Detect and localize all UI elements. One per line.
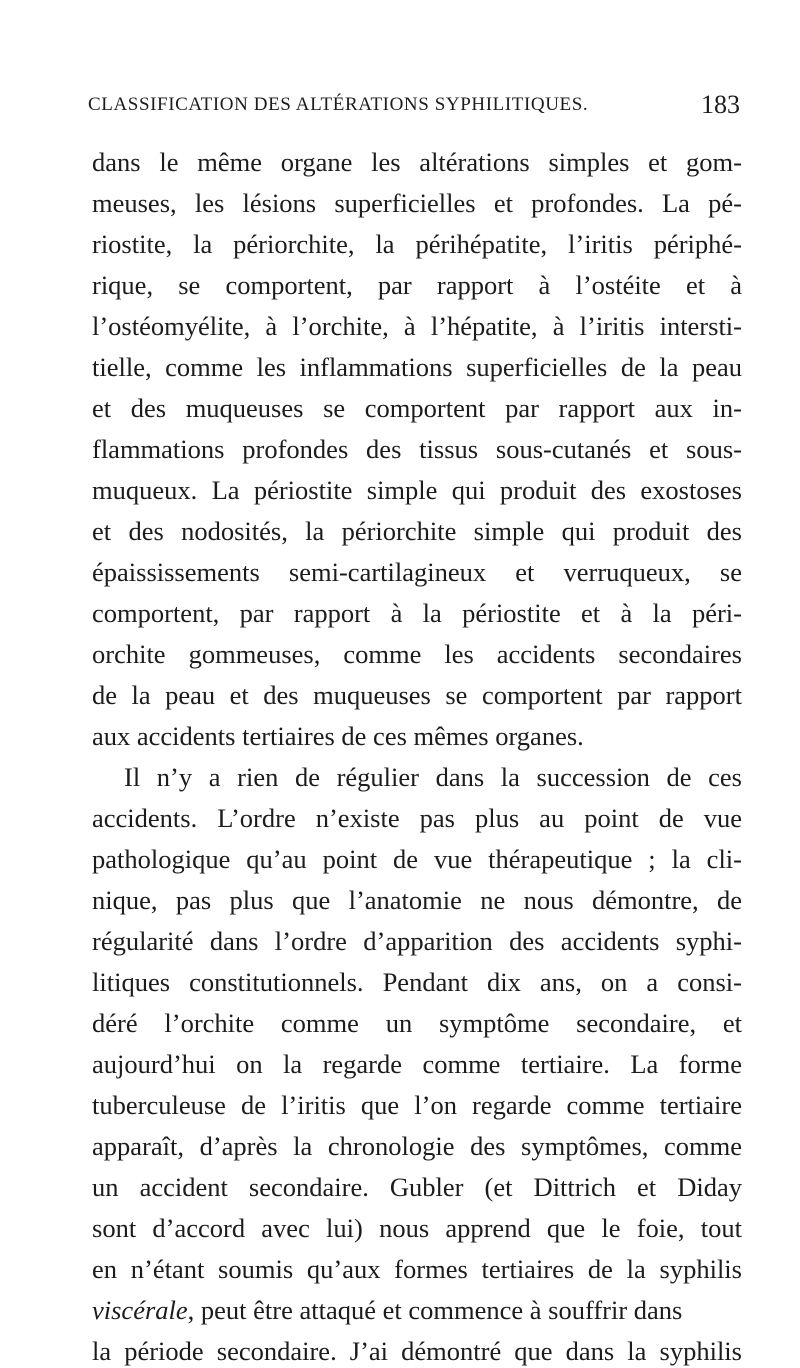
- text-line: aux accidents tertiaires de ces mêmes organes.: [92, 721, 584, 751]
- text-line: tielle, comme les inflammations superficielles de la peau: [92, 352, 742, 382]
- text-line: l’ostéomyélite, à l’orchite, à l’hépatite, à l’iritis intersti-: [92, 311, 742, 341]
- text-line: meuses, les lésions superficielles et profondes. La pé-: [92, 188, 742, 218]
- page-header: [88, 90, 740, 122]
- text-line-with-italic: [92, 1293, 742, 1327]
- page-number: 183: [701, 90, 740, 119]
- text-line: de la peau et des muqueuses se comportent par rapport: [92, 680, 742, 710]
- text-line: apparaît, d’après la chronologie des symptômes, comme: [92, 1131, 742, 1161]
- text-line: comportent, par rapport à la périostite et à la péri-: [92, 598, 742, 628]
- text-line: dans le même organe les altérations simples et gom-: [92, 147, 742, 177]
- text-line: litiques constitutionnels. Pendant dix ans, on a consi-: [92, 967, 742, 997]
- text-line: orchite gommeuses, comme les accidents secondaires: [92, 639, 742, 669]
- text-fragment: , peut être attaqué et commence à souffrir dans: [187, 1295, 683, 1325]
- text-line: muqueux. La périostite simple qui produit des exostoses: [92, 475, 742, 505]
- text-line: régularité dans l’ordre d’apparition des accidents syphi-: [92, 926, 742, 956]
- text-line: un accident secondaire. Gubler (et Dittrich et Diday: [92, 1172, 742, 1202]
- running-head: CLASSIFICATION DES ALTÉRATIONS SYPHILITIQUES.: [88, 94, 589, 115]
- text-line: sont d’accord avec lui) nous apprend que le foie, tout: [92, 1213, 742, 1243]
- text-line: accidents. L’ordre n’existe pas plus au point de vue: [92, 803, 742, 833]
- text-line: pathologique qu’au point de vue thérapeutique ; la cli-: [92, 844, 742, 874]
- text-line: nique, pas plus que l’anatomie ne nous démontre, de: [92, 885, 742, 915]
- text-line: flammations profondes des tissus sous-cutanés et sous-: [92, 434, 742, 464]
- text-line: riostite, la périorchite, la périhépatite, l’iritis périphé-: [92, 229, 742, 259]
- text-line: et des nodosités, la périorchite simple qui produit des: [92, 516, 742, 546]
- text-line: tuberculeuse de l’iritis que l’on regarde comme tertiaire: [92, 1090, 742, 1120]
- italic-term: viscérale: [92, 1295, 188, 1325]
- text-line: déré l’orchite comme un symptôme secondaire, et: [92, 1008, 742, 1038]
- text-line: la période secondaire. J’ai démontré que dans la syphilis: [92, 1336, 742, 1366]
- text-line: en n’étant soumis qu’aux formes tertiaires de la syphilis: [92, 1254, 742, 1284]
- text-line: aujourd’hui on la regarde comme tertiaire. La forme: [92, 1049, 742, 1079]
- text-line: épaississements semi-cartilagineux et verruqueux, se: [92, 557, 742, 587]
- text-line: rique, se comportent, par rapport à l’ostéite et à: [92, 270, 742, 300]
- paragraph-start-line: Il n’y a rien de régulier dans la succession de ces: [124, 762, 742, 792]
- text-line: et des muqueuses se comportent par rapport aux in-: [92, 393, 742, 423]
